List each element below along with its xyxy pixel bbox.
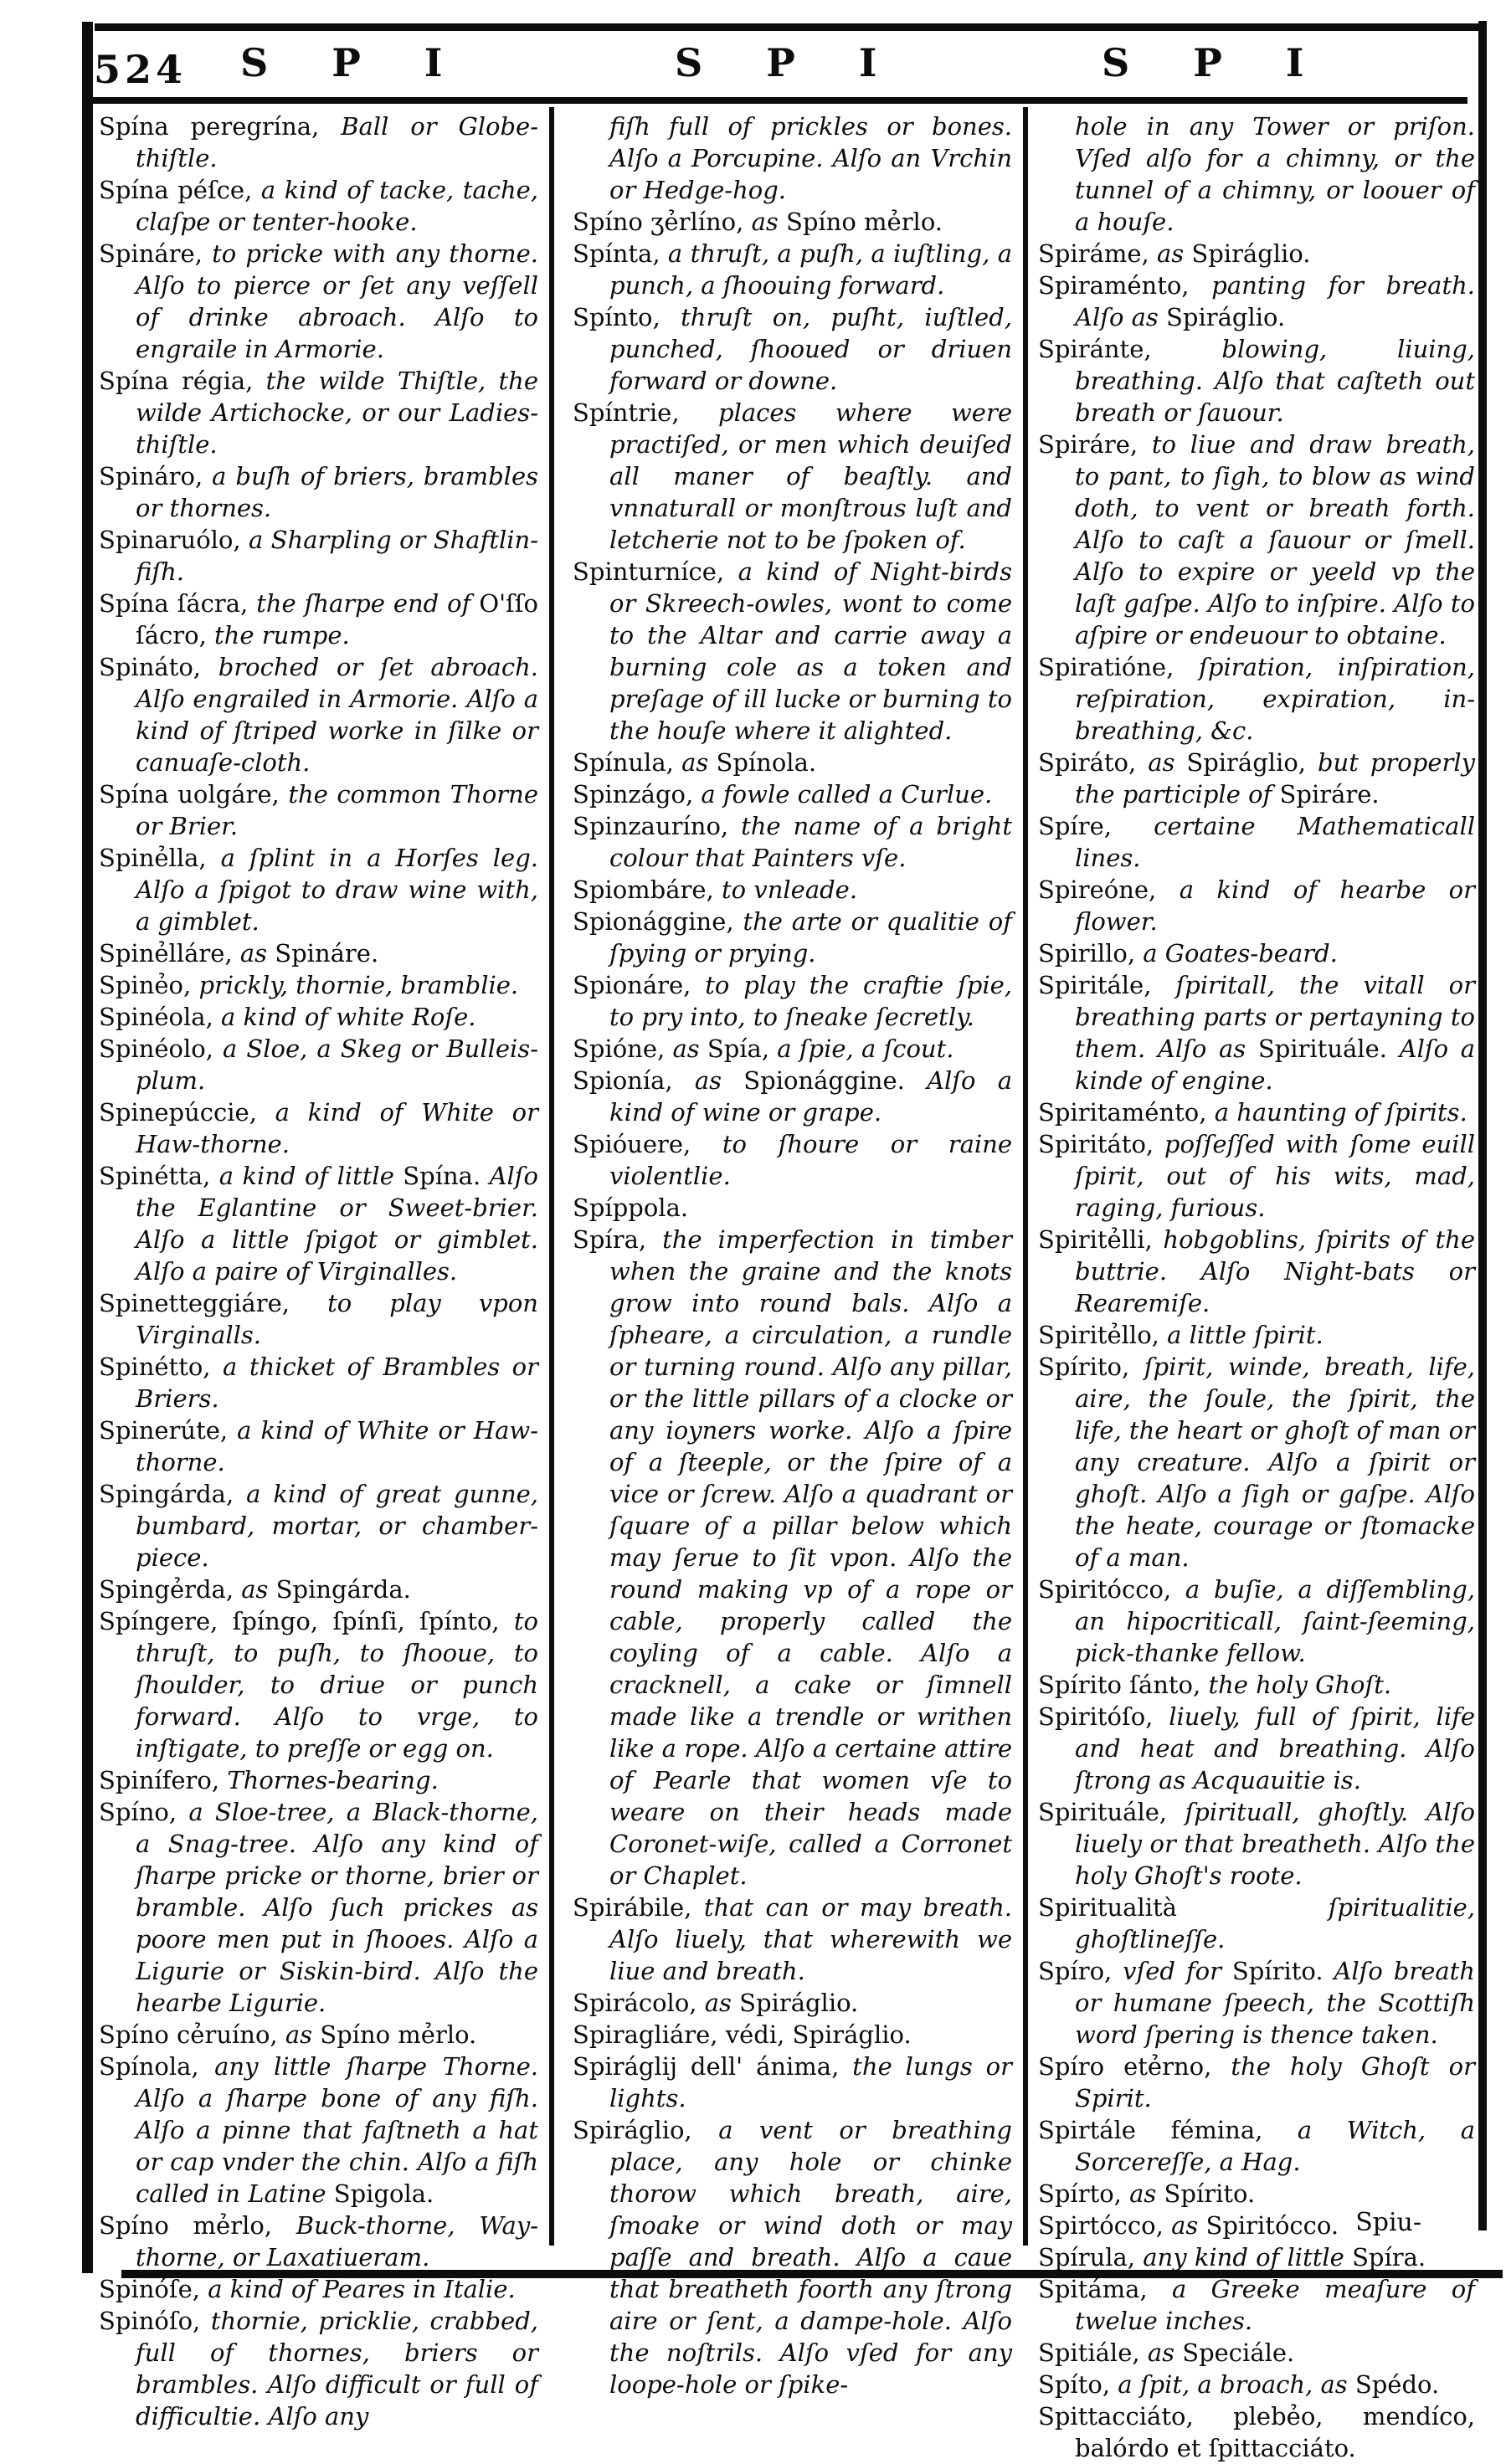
headword-text: Spinẻo, — [99, 971, 199, 999]
headword-text: Spíra, — [573, 1225, 663, 1254]
dictionary-entry — [573, 2114, 1012, 2400]
definition-text: a kind of White or Haw-thorne. — [136, 1098, 538, 1158]
dictionary-entry — [1038, 333, 1475, 429]
definition-text: as — [694, 1066, 744, 1095]
headword-text: Spionáre, — [573, 971, 706, 999]
headword-text: Spingárda, — [99, 1480, 247, 1508]
headword-text: Spigola. — [333, 2179, 434, 2208]
definition-text: as — [1129, 2179, 1164, 2208]
left-border-rule — [82, 22, 93, 2273]
header-bottom-rule — [82, 97, 1467, 104]
dictionary-entry — [1038, 1573, 1475, 1669]
definition-text: the lungs or lights. — [609, 2052, 1012, 2112]
headword-text: Spinóſe, — [99, 2275, 208, 2303]
headword-text: Spináto, — [99, 653, 218, 681]
dictionary-column-1 — [99, 110, 538, 2432]
headword-text: Spína régia, — [99, 367, 266, 395]
definition-text: a Witch, a Sorcereſſe, a Hag. — [1075, 2116, 1475, 2176]
headword-text: Spédo. — [1354, 2370, 1440, 2399]
dictionary-entry — [99, 1605, 538, 1764]
headword-text: Spíno mẻrlo, — [99, 2211, 296, 2240]
headword-text: Spína uolgáre, — [99, 780, 289, 808]
dictionary-entry — [99, 1287, 538, 1351]
headword-text: Spíno ʒẻrlíno, — [573, 208, 752, 236]
definition-text: Buck-thorne, Way-thorne, or Laxatiueram. — [136, 2211, 538, 2272]
definition-text: places where were practiſed, or men which deuiſed all maner of beaſtly. and vnnaturall or monſtrous luſt and letcherie not to be ſpoken of. — [609, 398, 1012, 554]
headword-text: Spiráre, — [1038, 430, 1152, 459]
dictionary-entry — [573, 1065, 1012, 1128]
headword-text: Spírito, — [1038, 1353, 1144, 1381]
dictionary-entry — [99, 651, 538, 778]
dictionary-entry — [573, 2051, 1012, 2114]
dictionary-entry — [99, 1351, 538, 1414]
dictionary-entry — [1038, 2241, 1475, 2273]
catchword: Spiu- — [1355, 2208, 1421, 2237]
running-head-column-3: S P I — [1102, 40, 1329, 85]
definition-text: certaine Mathematicall lines. — [1075, 812, 1475, 872]
dictionary-entry — [99, 588, 538, 651]
dictionary-entry — [99, 2210, 538, 2273]
headword-text: Spingẻrda, — [99, 1575, 242, 1604]
headword-text: Spína peregrína, — [99, 112, 342, 141]
definition-text: a buſh of briers, brambles or thornes. — [136, 462, 538, 522]
definition-text: as — [239, 939, 275, 968]
headword-text: Spirtále fémina, — [1038, 2116, 1298, 2144]
headword-text: Spínula, — [573, 748, 682, 777]
definition-text: a vent or breathing place, any hole or chinke thorow which breath, aire, ſmoake or wind doth or may paſſe and breath. Alſo a caue that breatheth foorth any ſtrong aire or ſent, a dampe-hole. Alſo the noſtrils. Alſo vſed for any loope-hole or ſpike- — [609, 2116, 1012, 2399]
headword-text: Spíra. — [1352, 2243, 1426, 2272]
dictionary-entry — [573, 1224, 1012, 1892]
definition-text: a thicket of Brambles or Briers. — [136, 1353, 538, 1413]
definition-text: a Goates-beard. — [1143, 939, 1338, 968]
definition-text: prickly, thornie, bramblie. — [198, 971, 519, 999]
definition-text: vſed for — [1123, 1957, 1232, 1985]
headword-text: Spiráglio. — [1166, 303, 1286, 331]
headword-text: Spiráglij dell' ánima, — [573, 2052, 853, 2081]
dictionary-entry — [99, 365, 538, 460]
headword-text: Spiráto, — [1038, 748, 1149, 777]
dictionary-entry — [1038, 1096, 1475, 1128]
definition-text: a fowle called a Curlue. — [701, 780, 993, 808]
headword-text: Spirábile, — [573, 1893, 704, 1922]
definition-text: a kind of tacke, tache, claſpe or tenter-hooke. — [136, 176, 538, 236]
dictionary-entry — [99, 1764, 538, 1796]
headword-text: Spiragliáre, védi, Spiráglio. — [573, 2020, 912, 2049]
headword-text: Spinerúte, — [99, 1416, 238, 1445]
headword-text: Spíto, — [1038, 2370, 1118, 2399]
dictionary-entry — [1038, 2369, 1475, 2400]
definition-text: to pricke with any thorne. Alſo to pierce or ſet any veſſell of drinke abroach. Alſo to engraile in Armorie. — [136, 239, 538, 363]
definition-text: Thornes-bearing. — [227, 1766, 439, 1794]
headword-text: Spíno cẻruíno, — [99, 2020, 285, 2049]
definition-text: liuely, full of ſpirit, life and heat and breathing. Alſo ſtrong as Acquauitie is. — [1075, 1702, 1476, 1794]
headword-text: Spinóſo, — [99, 2307, 211, 2335]
definition-text: the name of a bright colour that Painters vſe. — [609, 812, 1012, 872]
definition-text: a kind of Night-birds or Skreech-owles, wont to come to the Altar and carrie away a burning cole as a token and preſage of ill lucke or burning to the houſe where it alighted. — [609, 557, 1013, 745]
headword-text: Spíntrie, — [573, 398, 718, 427]
dictionary-entry — [99, 1573, 538, 1605]
definition-text: as — [285, 2020, 321, 2049]
headword-text: Spiritóſo, — [1038, 1702, 1169, 1731]
headword-text: Spírito ſánto, — [1038, 1671, 1209, 1699]
definition-text: Alſo a kinde of engine. — [1075, 1034, 1475, 1095]
top-rule — [95, 23, 1480, 31]
definition-text: to vnleade. — [721, 875, 858, 904]
headword-text: Spína. — [403, 1162, 490, 1190]
dictionary-entry — [99, 1001, 538, 1033]
definition-text: a ſpie, a ſcout. — [777, 1034, 954, 1063]
dictionary-entry — [573, 874, 1012, 906]
dictionary-entry — [573, 301, 1012, 397]
headword-text: Spinẻlla, — [99, 844, 221, 872]
headword-text: Spitiále, — [1038, 2338, 1148, 2367]
dictionary-entry — [99, 937, 538, 969]
dictionary-entry — [573, 906, 1012, 969]
headword-text: Spírto, — [1038, 2179, 1130, 2208]
dictionary-entry — [1038, 2178, 1475, 2210]
running-head-column-1: S P I — [240, 40, 468, 85]
headword-text: Spirácolo, — [573, 1989, 705, 2017]
page-number: 524 — [94, 47, 188, 92]
definition-text: as — [1148, 748, 1187, 777]
dictionary-entry — [573, 2019, 1012, 2051]
headword-text: Spitáma, — [1038, 2275, 1172, 2303]
definition-text: as — [704, 1989, 740, 2017]
headword-text: Spionía, — [573, 1066, 695, 1095]
headword-text: Spíngere, ſpíngo, ſpínſi, ſpínto, — [99, 1607, 514, 1635]
definition-text: a kind of little — [218, 1162, 403, 1190]
headword-text: Spírito. — [1164, 2179, 1256, 2208]
column-divider-1 — [549, 107, 554, 2246]
dictionary-entry — [1038, 429, 1475, 651]
definition-text: Alſo the Eglantine or Sweet-brier. Alſo a little ſpigot or gimblet. Alſo a paire of Virginalles. — [136, 1162, 538, 1286]
dictionary-entry — [1038, 1701, 1475, 1796]
headword-text: Spinéola, — [99, 1003, 222, 1031]
headword-text: Spióuere, — [573, 1130, 722, 1158]
headword-text: Spíro etẻrno, — [1038, 2052, 1231, 2081]
definition-text: the common Thorne or Brier. — [136, 780, 538, 840]
headword-text: Spináre. — [275, 939, 379, 968]
definition-text: the rumpe. — [214, 621, 350, 649]
running-head-column-2: S P I — [675, 40, 902, 85]
definition-text: as — [1147, 2338, 1183, 2367]
headword-text: Spiráglio, — [1186, 748, 1318, 777]
dictionary-entry — [1038, 969, 1475, 1096]
headword-text: Spinaruólo, — [99, 526, 249, 554]
dictionary-entry — [1038, 2114, 1475, 2178]
definition-text: that can or may breath. Alſo liuely, that wherewith we liue and breath. — [609, 1893, 1013, 1985]
headword-text: Spiritẻllo, — [1038, 1321, 1168, 1349]
dictionary-entry — [99, 1796, 538, 2019]
definition-text: as — [672, 1034, 707, 1063]
definition-text: thornie, pricklie, crabbed, full of thornes, briers or brambles. Alſo difficult or full of difficultie. Alſo any — [136, 2307, 538, 2431]
dictionary-entry — [573, 1033, 1012, 1065]
definition-text: the wilde Thiſtle, the wilde Artichocke, or our Ladies-thiſtle. — [136, 367, 538, 459]
headword-text: Spirituále. — [1257, 1034, 1400, 1063]
dictionary-entry — [1038, 2051, 1475, 2114]
dictionary-column-2 — [573, 110, 1012, 2400]
headword-text: Spináro, — [99, 462, 213, 490]
definition-text: ſpirit, winde, breath, life, aire, the ſoule, the ſpirit, the life, the heart or ghoſt of man or any creature. Alſo a ſpirit or ghoſt. Alſo a ſigh or gaſpe. Alſo the heate, courage or ſtomacke of a man. — [1075, 1353, 1475, 1572]
definition-text: a Sharpling or Shaftlin-fiſh. — [136, 526, 538, 586]
definition-text: thruſt on, puſht, iuſtled, punched, ſhooued or driuen forward or downe. — [609, 303, 1012, 395]
dictionary-entry — [1038, 2273, 1475, 2337]
definition-text: a kind of white Roſe. — [221, 1003, 476, 1031]
definition-text: as — [241, 1575, 276, 1604]
headword-text: Spínto, — [573, 303, 681, 331]
right-border-rule — [1478, 21, 1487, 2230]
definition-text: panting for breath. Alſo as — [1075, 271, 1476, 331]
definition-text: to play vpon Virginalls. — [136, 1289, 538, 1349]
headword-text: Spiránte, — [1038, 335, 1222, 363]
dictionary-entry — [573, 1892, 1012, 1987]
dictionary-entry — [99, 1033, 538, 1096]
dictionary-entry — [573, 969, 1012, 1033]
dictionary-entry — [573, 747, 1012, 778]
dictionary-entry — [99, 1414, 538, 1478]
definition-text: to liue and draw breath, to pant, to ſigh, to blow as wind doth, to vent or breath forth. Alſo to caſt a ſauour or ſmell. Alſo to expire or yeeld vp the laſt gaſpe. Alſo to inſpire. Alſo to aſpire or endeuour to obtaine. — [1075, 430, 1476, 649]
definition-text: hole in any Tower or priſon. Vſed alſo for a chimny, or the tunnel of a chimny, or loouer of a houſe. — [1075, 112, 1475, 236]
headword-text: Spíno mẻrlo. — [320, 2020, 477, 2049]
definition-text: a kind of White or Haw-thorne. — [136, 1416, 538, 1476]
dictionary-entry — [1038, 937, 1475, 969]
definition-text: hobgoblins, ſpirits of the buttrie. Alſo Night-bats or Rearemiſe. — [1075, 1225, 1475, 1317]
headword-text: Spinéolo, — [99, 1034, 224, 1063]
dictionary-entry — [1038, 1892, 1475, 1955]
headword-text: Spiritále, — [1038, 971, 1176, 999]
dictionary-entry — [1038, 1224, 1475, 1319]
entry-continuation — [573, 110, 1012, 206]
definition-text: but properly the participle of — [1075, 748, 1475, 808]
headword-text: Spinífero, — [99, 1766, 228, 1794]
headword-text: Spittacciáto, plebẻo, mendíco, balórdo et ſpittacciáto. — [1038, 2402, 1475, 2462]
headword-text: Spiráme, — [1038, 239, 1157, 268]
dictionary-entry — [99, 969, 538, 1001]
definition-text: a Greeke meaſure of twelue inches. — [1075, 2275, 1475, 2335]
dictionary-entry — [1038, 2337, 1475, 2369]
definition-text: the arte or qualitie of ſpying or prying. — [609, 907, 1012, 968]
headword-text: Spiráglio. — [1191, 239, 1311, 268]
dictionary-entry — [99, 1160, 538, 1287]
headword-text: Spireóne, — [1038, 875, 1180, 904]
definition-text: Ball or Globe-thiſtle. — [136, 112, 538, 172]
headword-text: Spínola, — [99, 2052, 215, 2081]
dictionary-entry — [1038, 1351, 1475, 1573]
definition-text: blowing, liuing, breathing. Alſo that caſteth out breath or ſauour. — [1075, 335, 1475, 427]
dictionary-entry — [573, 1192, 1012, 1224]
column-divider-2 — [1023, 107, 1028, 2246]
definition-text: ſpiration, inſpiration, reſpiration, expiration, in-breathing, &c. — [1075, 653, 1475, 745]
dictionary-entry — [573, 810, 1012, 874]
definition-text: the ſharpe end of — [256, 589, 480, 618]
definition-text: a buſie, a diſſembling, an hipocriticall, ſaint-ſeeming, pick-thanke fellow. — [1075, 1575, 1475, 1667]
definition-text: a kind of Peares in Italie. — [208, 2275, 516, 2303]
definition-text: a little ſpirit. — [1167, 1321, 1324, 1349]
headword-text: Spingárda. — [275, 1575, 411, 1604]
dictionary-entry — [1038, 238, 1475, 270]
definition-text: to play the craftie ſpie, to pry into, to ſneake ſecretly. — [609, 971, 1012, 1031]
dictionary-entry — [99, 842, 538, 937]
dictionary-column-3 — [1038, 110, 1475, 2464]
definition-text: ſpiritall, the vitall or breathing parts or pertayning to them. Alſo as — [1075, 971, 1475, 1063]
dictionary-entry — [1038, 747, 1475, 810]
dictionary-entry — [573, 238, 1012, 301]
headword-text: Spírula, — [1038, 2243, 1144, 2272]
definition-text: the holy Ghoſt or Spirit. — [1075, 2052, 1475, 2112]
headword-text: Spinẻlláre, — [99, 939, 240, 968]
dictionary-entry — [1038, 1319, 1475, 1351]
dictionary-entry — [99, 1096, 538, 1160]
headword-text: Spiraménto, — [1038, 271, 1212, 300]
definition-text: a haunting of ſpirits. — [1214, 1098, 1467, 1127]
dictionary-entry — [99, 460, 538, 524]
headword-text: Spiritócco, — [1038, 1575, 1185, 1604]
headword-text: Spiráglio, — [573, 2116, 719, 2144]
headword-text: Spionággine. — [743, 1066, 928, 1095]
dictionary-entry — [99, 2273, 538, 2305]
headword-text: Spirtócco, — [1038, 2211, 1172, 2240]
headword-text: Spináre, — [99, 239, 213, 268]
definition-text: Alſo breath or humane ſpeech, the Scottiſh word ſpering is thence taken. — [1075, 1957, 1475, 2049]
dictionary-entry — [99, 238, 538, 365]
dictionary-entry — [573, 1128, 1012, 1192]
headword-text: Spiritualità — [1038, 1893, 1329, 1922]
definition-text: as — [751, 208, 786, 236]
definition-text: as — [1171, 2211, 1206, 2240]
headword-text: Spinturníce, — [573, 557, 738, 586]
definition-text: the holy Ghoſt. — [1208, 1671, 1392, 1699]
dictionary-entry — [573, 556, 1012, 747]
dictionary-entry — [1038, 651, 1475, 747]
dictionary-entry — [1038, 1128, 1475, 1224]
definition-text: Alſo a kind of wine or grape. — [609, 1066, 1013, 1127]
dictionary-entry — [573, 1987, 1012, 2019]
dictionary-entry — [573, 206, 1012, 238]
dictionary-entry — [1038, 810, 1475, 874]
definition-text: to ſhoure or raine violentlie. — [609, 1130, 1012, 1190]
definition-text: fiſh full of prickles or bones. Alſo a Porcupine. Alſo an Vrchin or Hedge-hog. — [609, 112, 1012, 204]
headword-text: Spíno, — [99, 1798, 189, 1826]
definition-text: any kind of little — [1143, 2243, 1353, 2272]
dictionary-entry — [99, 1478, 538, 1573]
headword-text: Spinepúccie, — [99, 1098, 275, 1127]
dictionary-entry — [1038, 1796, 1475, 1892]
definition-text: a thruſt, a puſh, a iuſtling, a punch, a ſhoouing forward. — [609, 239, 1012, 300]
dictionary-entry — [99, 778, 538, 842]
headword-text: O'ſſo ſácro, — [136, 589, 538, 649]
headword-text: Spiritócco. — [1205, 2211, 1339, 2240]
dictionary-entry — [99, 2051, 538, 2210]
headword-text: Spionággine, — [573, 907, 743, 936]
headword-text: Spiráglio. — [739, 1989, 859, 2017]
headword-text: Spirituále, — [1038, 1798, 1185, 1826]
headword-text: Spinzágo, — [573, 780, 702, 808]
headword-text: Spírito. — [1231, 1957, 1334, 1985]
headword-text: Spínola. — [716, 748, 817, 777]
definition-text: as — [1156, 239, 1192, 268]
headword-text: Spinetteggiáre, — [99, 1289, 328, 1317]
headword-text: Spinétto, — [99, 1353, 224, 1381]
headword-text: Spína péſce, — [99, 176, 261, 204]
definition-text: a Sloe-tree, a Black-thorne, a Snag-tree. Alſo any kind of ſharpe pricke or thorne, brier or bramble. Alſo ſuch prickes as poore men put in ſhooes. Alſo a Ligurie or Siskin-bird. Alſo the hearbe Ligurie. — [136, 1798, 539, 2017]
dictionary-entry — [1038, 1955, 1475, 2051]
dictionary-entry — [1038, 874, 1475, 937]
definition-text: a ſplint in a Horſes leg. Alſo a ſpigot to draw wine with, a gimblet. — [136, 844, 538, 936]
headword-text: Spiritáto, — [1038, 1130, 1164, 1158]
definition-text: ſpiritualitie, ghoſtlineſſe. — [1075, 1893, 1475, 1953]
headword-text: Spinzauríno, — [573, 812, 742, 840]
dictionary-entry — [1038, 2400, 1475, 2464]
definition-text: poſſeſſed with ſome euill ſpirit, out of his wits, mad, raging, furious. — [1075, 1130, 1475, 1222]
headword-text: Spína ſácra, — [99, 589, 257, 618]
definition-text: the imperfection in timber when the graine and the knots grow into round bals. Alſo a ſpheare, a circulation, a rundle or turning round. Alſo any pillar, or the little pillars of a clocke or any ioyners worke. Alſo a ſpire of a ſteeple, or the ſpire of a vice or ſcrew. Alſo a quadrant or ſquare of a pillar below which may ſerue to ſit vpon. Alſo the round making vp of a rope or cable, properly called the coyling of a cable. Alſo a cracknell, a cake or ſimnell made like a trendle or writhen like a rope. Alſo a certaine attire of Pearle that women vſe to weare on their heads made Coronet-wiſe, called a Corronet or Chaplet. — [609, 1225, 1013, 1890]
headword-text: Spióne, — [573, 1034, 673, 1063]
dictionary-entry — [99, 174, 538, 238]
definition-text: a kind of great gunne, bumbard, mortar, or chamber-piece. — [136, 1480, 539, 1572]
definition-text: a ſpit, a broach, as — [1118, 2370, 1355, 2399]
headword-text: Spíre, — [1038, 812, 1154, 840]
dictionary-entry — [99, 110, 538, 174]
headword-text: Spiráre. — [1279, 780, 1380, 808]
dictionary-entry — [99, 524, 538, 588]
definition-text: as — [681, 748, 717, 777]
entry-continuation — [1038, 110, 1475, 238]
dictionary-entry — [573, 397, 1012, 556]
definition-text: broched or ſet abroach. Alſo engrailed in Armorie. Alſo a kind of ſtriped worke in ſilke or canuaſe-cloth. — [136, 653, 538, 777]
definition-text: any little ſharpe Thorne. Alſo a ſharpe bone of any fiſh. Alſo a pinne that faſtneth a hat or cap vnder the chin. Alſo a fiſh called in Latine — [136, 2052, 538, 2208]
headword-text: Spiratióne, — [1038, 653, 1200, 681]
headword-text: Spíro, — [1038, 1957, 1123, 1985]
dictionary-entry — [1038, 270, 1475, 333]
dictionary-entry — [1038, 1669, 1475, 1701]
definition-text: a kind of hearbe or flower. — [1075, 875, 1476, 936]
headword-text: Spinétta, — [99, 1162, 219, 1190]
headword-text: Spíno mẻrlo. — [785, 208, 943, 236]
dictionary-entry — [99, 2019, 538, 2051]
headword-text: Speciále. — [1182, 2338, 1295, 2367]
headword-text: Spiritẻlli, — [1038, 1225, 1164, 1254]
dictionary-entry — [99, 2305, 538, 2432]
headword-text: Spíppola. — [573, 1194, 689, 1222]
dictionary-entry — [573, 778, 1012, 810]
definition-text: a Sloe, a Skeg or Bulleis-plum. — [136, 1034, 538, 1095]
definition-text: ſpirituall, ghoſtly. Alſo liuely or that breatheth. Alſo the holy Ghoſt's roote. — [1075, 1798, 1476, 1890]
headword-text: Spiombáre, — [573, 875, 722, 904]
headword-text: Spínta, — [573, 239, 668, 268]
headword-text: Spirillo, — [1038, 939, 1144, 968]
headword-text: Spía, — [707, 1034, 778, 1063]
definition-text: to thruſt, to puſh, to ſhooue, to ſhoulder, to driue or punch forward. Alſo to vrge, to inſtigate, to preſſe or egg on. — [136, 1607, 538, 1763]
headword-text: Spiritaménto, — [1038, 1098, 1215, 1127]
